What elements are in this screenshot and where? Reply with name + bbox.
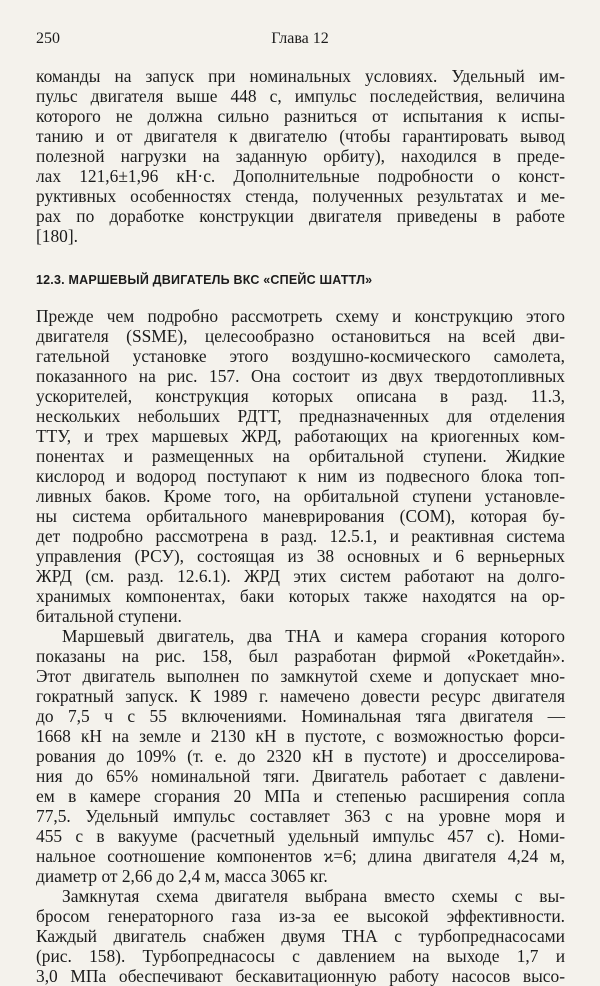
text-line: (рис. 158). Турбопреднасосы с давлением на выходе 1,7 и bbox=[36, 946, 565, 966]
paragraph-continuation bbox=[36, 66, 565, 246]
text-line: ТТУ, и трех маршевых ЖРД, работающих на криогенных ком- bbox=[36, 426, 565, 446]
text-line: дет подробно рассмотрена в разд. 12.5.1, и реактивная система bbox=[36, 526, 565, 546]
page-number: 250 bbox=[36, 30, 60, 47]
text-line: рования до 109% (т. е. до 2320 кН в пустоте) и дросселирова- bbox=[36, 746, 565, 766]
paragraph-closed-cycle bbox=[36, 886, 565, 986]
paragraph-main-engine bbox=[36, 626, 565, 886]
text-line: диаметр от 2,66 до 2,4 м, масса 3065 кг. bbox=[36, 866, 328, 886]
text-line: ны система орбитального маневрирования (СОМ), которая бу- bbox=[36, 506, 565, 526]
text-line: ния до 65% номинальной тяги. Двигатель работает с давлени- bbox=[36, 766, 565, 786]
text-line: танию и от двигателя к двигателю (чтобы гарантировать вывод bbox=[36, 126, 565, 146]
text-line: до 7,5 ч с 55 включениями. Номинальная тяга двигателя — bbox=[36, 706, 565, 726]
paragraph-propulsion-system bbox=[36, 306, 565, 626]
text-line: нальное соотношение компонентов ϰ=6; длина двигателя 4,24 м, bbox=[36, 846, 565, 866]
text-line: гократный запуск. К 1989 г. намечено довести ресурс двигателя bbox=[36, 686, 565, 706]
text-line: полезной нагрузки на заданную орбиту), находился в преде- bbox=[36, 146, 565, 166]
text-line: кислород и водород поступают к ним из подвесного блока топ- bbox=[36, 466, 565, 486]
text-line: которого не должна сильно разниться от испытания к испы- bbox=[36, 106, 565, 126]
text-line: рах по доработке конструкции двигателя приведены в работе bbox=[36, 206, 565, 226]
text-line: гательной установке этого воздушно-космического самолета, bbox=[36, 346, 565, 366]
text-line: Каждый двигатель снабжен двумя ТНА с турбопреднасосами bbox=[36, 926, 565, 946]
text-line: показанного на рис. 157. Она состоит из двух твердотопливных bbox=[36, 366, 565, 386]
text-line: ем в камере сгорания 20 МПа и степенью расширения сопла bbox=[36, 786, 565, 806]
text-line: нескольких небольших РДТТ, предназначенных для отделения bbox=[36, 406, 565, 426]
text-line: хранимых компонентах, баки которых также находятся на ор- bbox=[36, 586, 565, 606]
text-line: управления (РСУ), состоящая из 38 основных и 6 верньерных bbox=[36, 546, 565, 566]
text-line: 77,5. Удельный импульс составляет 363 с на уровне моря и bbox=[36, 806, 565, 826]
text-line: команды на запуск при номинальных условиях. Удельный им- bbox=[36, 66, 565, 86]
page-header bbox=[36, 30, 564, 52]
page-body bbox=[36, 66, 565, 986]
text-line: 455 с в вакууме (расчетный удельный импульс 457 с). Номи- bbox=[36, 826, 565, 846]
text-line: показаны на рис. 158, был разработан фирмой «Рокетдайн». bbox=[36, 646, 565, 666]
text-line: Маршевый двигатель, два ТНА и камера сгорания которого bbox=[62, 626, 565, 646]
text-line: 3,0 МПа обеспечивают бескавитационную работу насосов высо- bbox=[36, 966, 565, 986]
text-line: ускорителей, конструкция которых описана в разд. 11.3, bbox=[36, 386, 565, 406]
chapter-title: Глава 12 bbox=[271, 30, 329, 47]
text-line: лах 121,6±1,96 кН·с. Дополнительные подробности о конст- bbox=[36, 166, 565, 186]
text-line: 1668 кН на земле и 2130 кН в пустоте, с возможностью форси- bbox=[36, 726, 565, 746]
text-line: битальной ступени. bbox=[36, 606, 182, 626]
text-line: бросом генераторного газа из-за ее высокой эффективности. bbox=[36, 906, 565, 926]
text-line: ЖРД (см. разд. 12.6.1). ЖРД этих систем работают на долго- bbox=[36, 566, 565, 586]
text-line: руктивных особенностях стенда, полученных результатах и ме- bbox=[36, 186, 565, 206]
text-line: ливных баков. Кроме того, на орбитальной ступени установле- bbox=[36, 486, 565, 506]
text-line: Прежде чем подробно рассмотреть схему и конструкцию этого bbox=[36, 306, 565, 326]
text-line: пульс двигателя выше 448 с, импульс последействия, величина bbox=[36, 86, 565, 106]
text-line: Этот двигатель выполнен по замкнутой схеме и допускает мно- bbox=[36, 666, 565, 686]
text-line: Замкнутая схема двигателя выбрана вместо схемы с вы- bbox=[62, 886, 565, 906]
text-line: двигателя (SSME), целесообразно остановиться на всей дви- bbox=[36, 326, 565, 346]
text-line: [180]. bbox=[36, 226, 79, 246]
text-line: понентах и размещенных на орбитальной ступени. Жидкие bbox=[36, 446, 565, 466]
section-title: 12.3. МАРШЕВЫЙ ДВИГАТЕЛЬ ВКС «СПЕЙС ШАТТЛ» bbox=[36, 273, 373, 287]
